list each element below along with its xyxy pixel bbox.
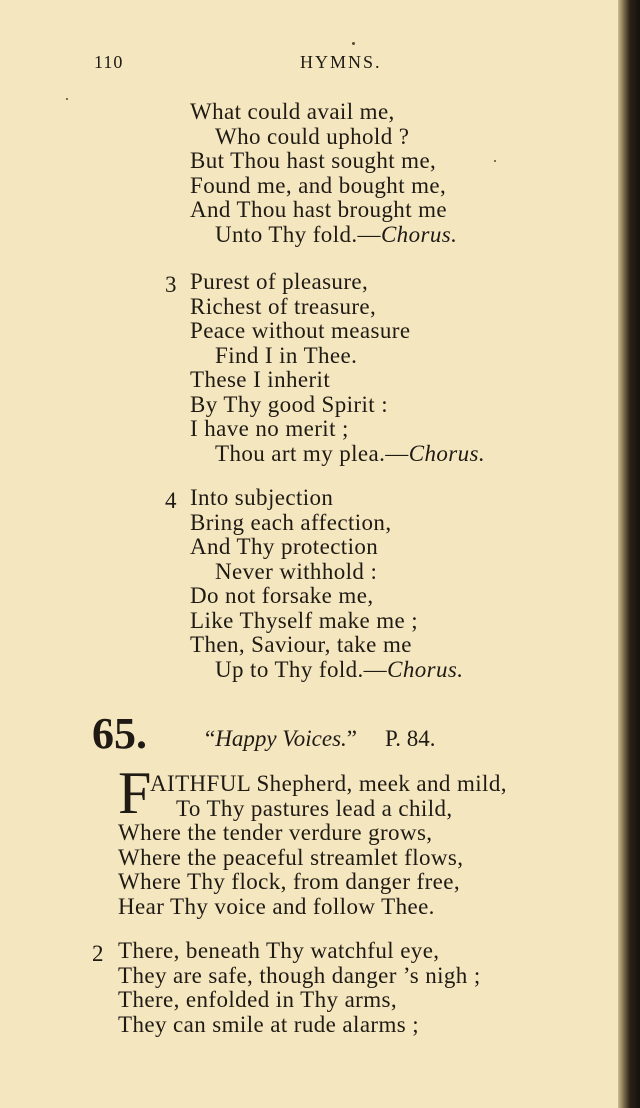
verse-line: Where Thy flock, from danger free, bbox=[118, 869, 461, 894]
verse-line: Peace without measure bbox=[190, 318, 411, 343]
verse-number: 3 bbox=[165, 272, 177, 297]
verse-line: Never withhold : bbox=[215, 558, 378, 584]
verse-line: What could avail me, bbox=[190, 99, 395, 124]
verse-line: They are safe, though danger ’s nigh ; bbox=[118, 962, 481, 988]
verse-line: Then, Saviour, take me bbox=[190, 632, 412, 657]
verse-line: To Thy pastures lead a child, bbox=[176, 795, 453, 821]
chorus-label: Chorus. bbox=[408, 440, 486, 466]
verse-line bbox=[215, 223, 457, 248]
verse-line: These I inherit bbox=[190, 367, 331, 392]
chorus-label: Chorus. bbox=[387, 656, 464, 682]
verse-line: Into subjection bbox=[190, 485, 334, 510]
verse-line: Richest of treasure, bbox=[190, 293, 377, 319]
tune-open-quote: “ bbox=[205, 726, 216, 751]
paper-speck bbox=[494, 160, 496, 162]
verse-line: Purest of pleasure, bbox=[190, 269, 369, 294]
verse-line-text: Up to Thy fold.— bbox=[215, 656, 388, 682]
verse-line: But Thou hast sought me, bbox=[190, 148, 437, 173]
verse-line: Find I in Thee. bbox=[215, 342, 358, 368]
verse-line: Who could uphold ? bbox=[215, 123, 410, 149]
verse-line: I have no merit ; bbox=[190, 416, 349, 441]
running-header: HYMNS. bbox=[300, 52, 382, 72]
paper-speck bbox=[352, 42, 355, 45]
verse-line: Where the peaceful streamlet flows, bbox=[118, 844, 464, 870]
tune-name: Happy Voices. bbox=[215, 726, 347, 751]
verse-line: Do not forsake me, bbox=[190, 583, 374, 608]
verse-number: 4 bbox=[165, 488, 177, 513]
verse-line: Bring each affection, bbox=[190, 509, 392, 535]
verse-line-text: Thou art my plea.— bbox=[215, 440, 409, 466]
verse-line: There, enfolded in Thy arms, bbox=[118, 987, 398, 1012]
verse-line: There, beneath Thy watchful eye, bbox=[118, 938, 440, 963]
verse-line bbox=[215, 658, 463, 683]
verse-line: Hear Thy voice and follow Thee. bbox=[118, 893, 435, 919]
hymn-tune-line bbox=[205, 726, 436, 752]
hymn-number: 65. bbox=[92, 709, 147, 758]
verse-line: By Thy good Spirit : bbox=[190, 391, 388, 417]
verse-line: Like Thyself make me ; bbox=[190, 607, 419, 633]
paper-speck bbox=[66, 98, 68, 100]
verse-line: Found me, and bought me, bbox=[190, 172, 447, 198]
verse-line: Where the tender verdure grows, bbox=[118, 820, 433, 845]
page-number: 110 bbox=[94, 52, 124, 72]
verse-line-text: Unto Thy fold.— bbox=[215, 221, 381, 247]
verse-line: And Thy protection bbox=[190, 534, 379, 559]
page-edge bbox=[618, 0, 640, 1108]
tune-close-quote: ” bbox=[346, 726, 358, 751]
verse-line: And Thou hast brought me bbox=[190, 197, 448, 222]
verse-number: 2 bbox=[92, 941, 104, 966]
page-reference: P. 84. bbox=[385, 726, 436, 751]
chorus-label: Chorus. bbox=[380, 221, 458, 247]
verse-line bbox=[215, 442, 485, 467]
drop-cap: F bbox=[118, 760, 152, 826]
verse-line: They can smile at rude alarms ; bbox=[118, 1011, 420, 1037]
verse-line: AITHFUL Shepherd, meek and mild, bbox=[150, 771, 507, 796]
